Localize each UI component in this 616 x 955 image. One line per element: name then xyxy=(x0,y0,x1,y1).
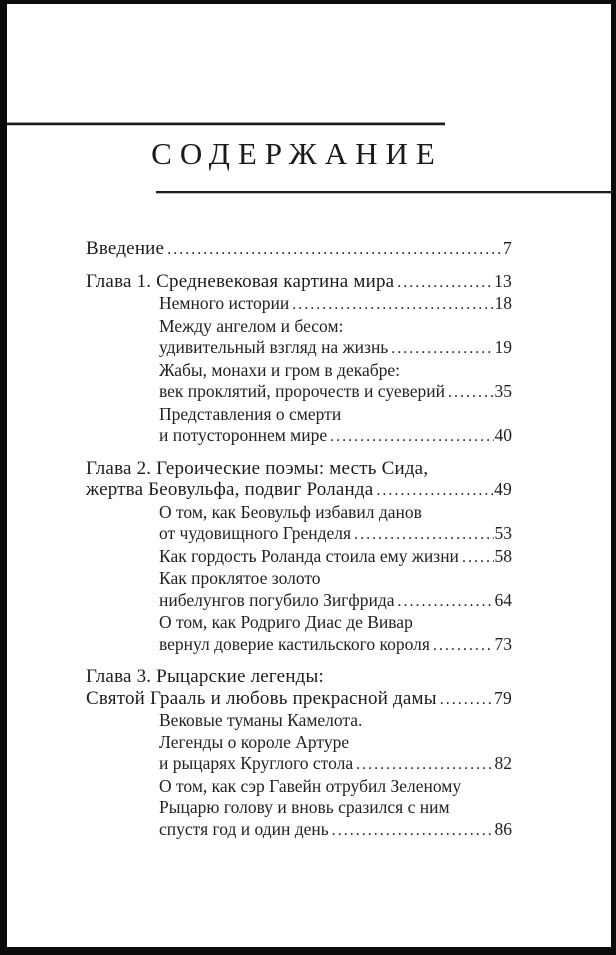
toc-entry-text: Глава 1. Средневековая картина мира xyxy=(86,270,395,292)
toc-row xyxy=(86,732,512,754)
toc-row xyxy=(86,404,512,426)
title-underline xyxy=(156,191,611,193)
page-number: 49 xyxy=(494,479,512,499)
toc-entry-text: Рыцарю голову и вновь сразился с ним xyxy=(159,797,450,817)
page-number: 13 xyxy=(494,270,512,291)
dotted-leader xyxy=(440,689,493,711)
toc-entry-text: жертва Беовульфа, подвиг Роланда xyxy=(86,479,374,500)
toc-row xyxy=(86,797,512,819)
toc-entry-text: и рыцарях Круглого стола xyxy=(159,753,354,773)
toc-entry-text: и потустороннем мире xyxy=(159,425,328,445)
page-number: 35 xyxy=(494,381,512,401)
toc-entry-text: О том, как сэр Гавейн отрубил Зеленому xyxy=(159,775,462,796)
toc-row xyxy=(86,523,512,546)
page-number: 82 xyxy=(494,753,512,773)
toc-entry-text: Как гордость Роланда стоила ему жизни xyxy=(159,545,459,566)
toc-entry-text: Как проклятое золото xyxy=(159,568,321,588)
toc-entry-text: нибелунгов погубило Зигфрида xyxy=(159,589,395,610)
dotted-leader xyxy=(398,591,494,613)
toc-entry-text: спустя год и один день xyxy=(159,818,329,839)
toc-entry-text: Представления о смерти xyxy=(159,403,342,424)
toc-row xyxy=(86,666,512,688)
toc-entry-text: удивительный взгляд на жизнь xyxy=(159,337,389,357)
page-number: 64 xyxy=(494,589,512,610)
toc-entry-text: О том, как Родриго Диас де Вивар xyxy=(159,612,413,632)
toc-row xyxy=(86,568,512,590)
toc-row xyxy=(86,458,512,480)
toc-entry-text: Введение xyxy=(86,238,165,259)
dotted-leader xyxy=(397,272,493,294)
dotted-leader xyxy=(167,239,502,261)
dotted-leader xyxy=(433,635,494,657)
toc-entry-text: Немного истории xyxy=(159,293,290,313)
toc-row xyxy=(86,590,512,613)
toc-row xyxy=(86,293,512,316)
toc-entry-text: Глава 2. Героические поэмы: месть Сида, xyxy=(86,457,429,479)
toc-row xyxy=(86,634,512,657)
toc-row xyxy=(86,612,512,634)
dotted-leader xyxy=(391,338,493,360)
toc-entry-text: Между ангелом и бесом: xyxy=(159,315,344,336)
dotted-leader xyxy=(356,754,493,776)
page-number: 7 xyxy=(503,238,512,258)
toc-row xyxy=(86,337,512,360)
toc-row xyxy=(86,360,512,382)
toc-row xyxy=(86,546,512,569)
toc-entry-text: Глава 3. Рыцарские легенды: xyxy=(86,666,324,687)
toc-entry-text: О том, как Беовульф избавил данов xyxy=(159,501,422,522)
toc-entry-text: от чудовищного Гренделя xyxy=(159,523,352,543)
toc-row xyxy=(86,710,512,732)
page-number: 79 xyxy=(494,687,512,708)
toc-row xyxy=(86,753,512,776)
toc-entry-text: век проклятий, пророчеств и суеверий xyxy=(159,381,446,401)
dotted-leader xyxy=(462,547,494,569)
toc-row xyxy=(86,381,512,404)
toc-entry-text: Вековые туманы Камелота. xyxy=(159,710,363,730)
page-title: СОДЕРЖАНИЕ xyxy=(151,136,443,171)
toc-row xyxy=(86,238,512,261)
toc-entry-text: Жабы, монахи и гром в декабре: xyxy=(159,359,401,380)
top-rule xyxy=(7,122,445,125)
toc-row xyxy=(86,316,512,338)
page-number: 53 xyxy=(494,523,512,543)
dotted-leader xyxy=(448,382,493,404)
toc-entry-text: Святой Грааль и любовь прекрасной дамы xyxy=(86,687,437,709)
dotted-leader xyxy=(292,294,493,316)
page-number: 40 xyxy=(494,425,512,445)
toc-row xyxy=(86,776,512,798)
table-of-contents xyxy=(86,238,512,841)
toc-entry-text: Легенды о короле Артуре xyxy=(159,731,350,752)
toc-row xyxy=(86,819,512,842)
dotted-leader xyxy=(330,426,493,448)
page-number: 86 xyxy=(494,818,512,839)
page-number: 18 xyxy=(494,293,512,313)
toc-row xyxy=(86,271,512,294)
dotted-leader xyxy=(376,480,493,502)
toc-entry-text: вернул доверие кастильского короля xyxy=(159,633,430,654)
dotted-leader xyxy=(354,524,493,546)
toc-row xyxy=(86,502,512,524)
page-number: 19 xyxy=(494,337,512,357)
page-number: 73 xyxy=(494,633,512,654)
dotted-leader xyxy=(332,820,494,842)
toc-row xyxy=(86,688,512,711)
page-number: 58 xyxy=(494,545,512,566)
toc-row xyxy=(86,479,512,502)
toc-row xyxy=(86,425,512,448)
